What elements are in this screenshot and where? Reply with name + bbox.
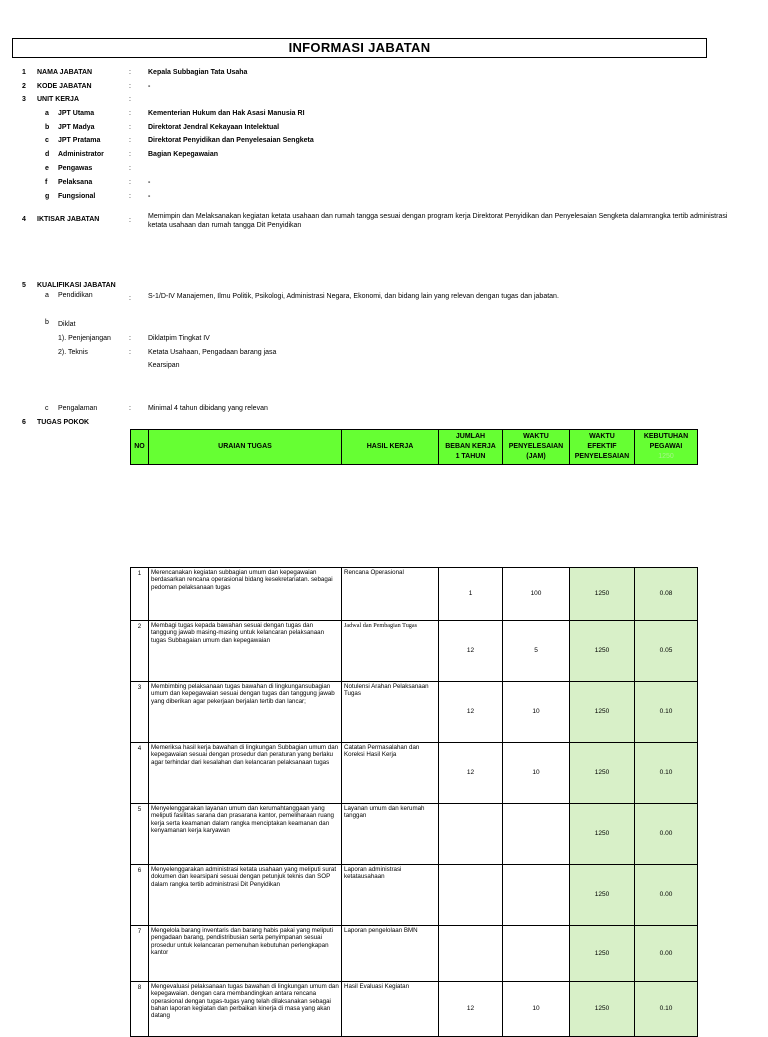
- field-number: 6: [22, 419, 26, 426]
- field-label-unit-kerja: UNIT KERJA: [37, 96, 80, 103]
- tasks-header-table: [130, 429, 698, 465]
- task-no: 5: [131, 804, 149, 865]
- colon: :: [129, 217, 131, 224]
- colon: :: [129, 96, 131, 103]
- unit-letter: a: [45, 110, 49, 117]
- header-no: NO: [131, 430, 149, 465]
- table-row: [131, 804, 698, 865]
- colon: :: [129, 165, 131, 172]
- task-efektif: 1250: [570, 621, 635, 682]
- task-no: 8: [131, 982, 149, 1037]
- field-number: 5: [22, 282, 26, 289]
- task-hasil: Jadwal dan Pembagian Tugas: [342, 621, 439, 682]
- unit-value: Direktorat Jendral Kekayaan Intelektual: [148, 124, 280, 131]
- task-kebutuhan: 0.10: [635, 982, 698, 1037]
- field-label-kualifikasi: KUALIFIKASI JABATAN: [37, 282, 116, 289]
- field-value-kode-jabatan: -: [148, 83, 151, 90]
- unit-label: Pengawas: [58, 165, 93, 172]
- qual-value-pengalaman: Minimal 4 tahun dibidang yang relevan: [148, 405, 268, 412]
- header-kebutuhan-2: PEGAWAI: [649, 443, 683, 450]
- task-efektif: 1250: [570, 865, 635, 926]
- colon: :: [129, 151, 131, 158]
- qual-label-diklat: Diklat: [58, 321, 76, 328]
- qual-label-teknis: 2). Teknis: [58, 349, 88, 356]
- task-jumlah: 12: [439, 682, 503, 743]
- task-hasil: Laporan administrasi ketatausahaan: [342, 865, 439, 926]
- colon: :: [129, 124, 131, 131]
- task-waktu: 100: [503, 568, 570, 621]
- task-no: 1: [131, 568, 149, 621]
- task-kebutuhan: 0.00: [635, 926, 698, 982]
- colon: :: [129, 405, 131, 412]
- field-label-nama-jabatan: NAMA JABATAN: [37, 69, 93, 76]
- unit-value: -: [148, 193, 151, 200]
- unit-value: Direktorat Penyidikan dan Penyelesaian Sengketa: [148, 137, 314, 144]
- qual-label-pendidikan: Pendidikan: [58, 292, 93, 299]
- table-row: [131, 621, 698, 682]
- task-uraian: Mengevaluasi pelaksanaan tugas bawahan di lingkungan umum dan kepegawaian. dengan cara membandingkan antara rencana operasional dengan tugas-tugas yang telah dilaksanakan sebagai bahan laporan kegiatan dan perbaikan kinerja di masa yang akan datang: [149, 982, 342, 1037]
- unit-value: Kementerian Hukum dan Hak Asasi Manusia RI: [148, 110, 305, 117]
- table-row: [131, 926, 698, 982]
- task-waktu: 10: [503, 982, 570, 1037]
- header-jumlah: [439, 430, 503, 465]
- task-jumlah: [439, 865, 503, 926]
- task-kebutuhan: 0.10: [635, 682, 698, 743]
- colon: :: [129, 110, 131, 117]
- header-jumlah-1: JUMLAH: [455, 433, 486, 440]
- task-kebutuhan: 0.08: [635, 568, 698, 621]
- field-number: 4: [22, 216, 26, 223]
- header-waktu: [503, 430, 570, 465]
- task-kebutuhan: 0.00: [635, 804, 698, 865]
- header-hasil: HASIL KERJA: [342, 430, 439, 465]
- ikhtisar-text-line1: Memimpin dan Melaksanakan kegiatan ketata usahaan dan rumah tangga sesuai dengan program kerja Direktorat Penyidikan dan Penyelesaian Sengketa dalamrangka tertib administrasi: [148, 213, 728, 220]
- table-row: [131, 743, 698, 804]
- task-efektif: 1250: [570, 982, 635, 1037]
- header-kebutuhan: [635, 430, 698, 465]
- unit-label: Pelaksana: [58, 179, 93, 186]
- header-efektif-3: PENYELESAIAN: [574, 453, 630, 460]
- header-waktu-3: (JAM): [526, 453, 546, 460]
- qual-value-pendidikan: S-1/D-IV Manajemen, Ilmu Politik, Psikologi, Administrasi Negara, Ekonomi, dan bidang lain yang relevan dengan tugas dan jabatan.: [148, 293, 559, 300]
- colon: :: [129, 295, 131, 302]
- colon: :: [129, 193, 131, 200]
- task-efektif: 1250: [570, 682, 635, 743]
- task-jumlah: [439, 926, 503, 982]
- task-waktu: [503, 865, 570, 926]
- unit-letter: f: [45, 179, 48, 186]
- task-uraian: Memeriksa hasil kerja bawahan di lingkungan Subbagian umum dan kepegawaian sesuai dengan prosedur dan peraturan yang berlaku agar terhindar dari kesalahan dan kelancaran pelaksanaan tugas: [149, 743, 342, 804]
- task-hasil: Notulensi Arahan Pelaksanaan Tugas: [342, 682, 439, 743]
- task-kebutuhan: 0.05: [635, 621, 698, 682]
- task-kebutuhan: 0.10: [635, 743, 698, 804]
- table-row: [131, 682, 698, 743]
- task-jumlah: 12: [439, 982, 503, 1037]
- colon: :: [129, 69, 131, 76]
- task-waktu: 5: [503, 621, 570, 682]
- task-no: 7: [131, 926, 149, 982]
- qual-value-teknis-1: Ketata Usahaan, Pengadaan barang jasa: [148, 349, 277, 356]
- field-value-nama-jabatan: Kepala Subbagian Tata Usaha: [148, 69, 248, 76]
- unit-letter: b: [45, 124, 50, 131]
- header-waktu-1: WAKTU: [523, 433, 549, 440]
- task-waktu: [503, 926, 570, 982]
- unit-label: JPT Madya: [58, 124, 95, 131]
- task-waktu: 10: [503, 682, 570, 743]
- task-jumlah: 1: [439, 568, 503, 621]
- tasks-table: [130, 567, 698, 1037]
- qual-letter: a: [45, 292, 49, 299]
- task-uraian: Merencanakan kegiatan subbagian umum dan kepegawaian berdasarkan rencana operasional bidang kesekretariatan. sebagai pedoman pelaksanaan tugas: [149, 568, 342, 621]
- unit-value: Bagian Kepegawaian: [148, 151, 219, 158]
- header-waktu-2: PENYELESAIAN: [508, 443, 564, 450]
- colon: :: [129, 349, 131, 356]
- field-number: 3: [22, 96, 26, 103]
- task-efektif: 1250: [570, 743, 635, 804]
- unit-letter: d: [45, 151, 50, 158]
- qual-letter: b: [45, 319, 49, 326]
- task-jumlah: [439, 804, 503, 865]
- task-uraian: Membimbing pelaksanaan tugas bawahan di lingkungansubagian umum dan kepegawaian sesuai dengan tugas dan tanggung jawab yang diberikan agar pekerjaan berjalan tertib dan lancar;: [149, 682, 342, 743]
- field-label-tugas-pokok: TUGAS POKOK: [37, 419, 90, 426]
- task-waktu: 10: [503, 743, 570, 804]
- task-efektif: 1250: [570, 804, 635, 865]
- qual-letter: c: [45, 405, 49, 412]
- task-uraian: Mengelola barang inventaris dan barang habis pakai yang meliputi pengadaan barang, pendistribusian serta penyimpanan sesuai prosedur untuk kelancaran pemenuhan kebutuhan perlengkapan kantor: [149, 926, 342, 982]
- task-hasil: Rencana Operasional: [342, 568, 439, 621]
- ikhtisar-text-line2: ketata usahaan dan rumah tangga Dit Penyidikan: [148, 222, 302, 229]
- task-uraian: Membagi tugas kepada bawahan sesuai dengan tugas dan tanggung jawab masing-masing untuk kelancaran pelaksanaan tugas Subbagaian umum dan kepegawaian: [149, 621, 342, 682]
- unit-label: Fungsional: [58, 193, 96, 200]
- field-label-ikhtisar: IKTISAR JABATAN: [37, 216, 100, 223]
- task-hasil: Hasil Evaluasi Kegiatan: [342, 982, 439, 1037]
- task-no: 6: [131, 865, 149, 926]
- task-hasil: Catatan Permasalahan dan Koreksi Hasil Kerja: [342, 743, 439, 804]
- task-waktu: [503, 804, 570, 865]
- task-no: 2: [131, 621, 149, 682]
- task-no: 3: [131, 682, 149, 743]
- unit-label: JPT Pratama: [58, 137, 101, 144]
- qual-value-teknis-2: Kearsipan: [148, 362, 180, 369]
- unit-letter: c: [45, 137, 49, 144]
- task-efektif: 1250: [570, 926, 635, 982]
- header-jumlah-3: 1 TAHUN: [455, 453, 486, 460]
- task-hasil: Laporan pengelolaan BMN: [342, 926, 439, 982]
- qual-value-penjenjangan: Diklatpim Tingkat IV: [148, 335, 210, 342]
- task-no: 4: [131, 743, 149, 804]
- header-kebutuhan-1: KEBUTUHAN: [643, 433, 689, 440]
- unit-label: Administrator: [58, 151, 104, 158]
- unit-letter: g: [45, 193, 50, 200]
- header-kebutuhan-3: 1250: [658, 453, 674, 460]
- colon: :: [129, 335, 131, 342]
- page-title: INFORMASI JABATAN: [12, 38, 707, 58]
- task-jumlah: 12: [439, 743, 503, 804]
- table-row: [131, 865, 698, 926]
- unit-letter: e: [45, 165, 49, 172]
- task-uraian: Menyelenggarakan layanan umum dan kerumahtanggaan yang meliputi fasilitas sarana dan prasarana kantor, pemeliharaan ruang kerja serta keamanan dalam rangka menciptakan keamanan dan kenyamanan kerja karyawan: [149, 804, 342, 865]
- header-efektif-1: WAKTU: [589, 433, 615, 440]
- unit-value: -: [148, 179, 151, 186]
- unit-label: JPT Utama: [58, 110, 95, 117]
- header-efektif: [570, 430, 635, 465]
- task-jumlah: 12: [439, 621, 503, 682]
- colon: :: [129, 137, 131, 144]
- header-efektif-2: EFEKTIF: [587, 443, 617, 450]
- qual-label-penjenjangan: 1). Penjenjangan: [58, 335, 111, 342]
- field-number: 1: [22, 69, 26, 76]
- task-uraian: Menyelenggarakan administrasi ketata usahaan yang meliputi surat dokumen dan kearsipani sesuai dengan petunjuk teknis dan SOP dalam rangka tertib administrasi Dit Penyidikan: [149, 865, 342, 926]
- table-row: [131, 568, 698, 621]
- header-uraian: URAIAN TUGAS: [149, 430, 342, 465]
- field-label-kode-jabatan: KODE JABATAN: [37, 83, 92, 90]
- task-efektif: 1250: [570, 568, 635, 621]
- task-hasil: Layanan umum dan kerumah tanggan: [342, 804, 439, 865]
- task-kebutuhan: 0.00: [635, 865, 698, 926]
- qual-label-pengalaman: Pengalaman: [58, 405, 98, 412]
- table-row: [131, 982, 698, 1037]
- colon: :: [129, 83, 131, 90]
- field-number: 2: [22, 83, 26, 90]
- header-jumlah-2: BEBAN KERJA: [445, 443, 496, 450]
- colon: :: [129, 179, 131, 186]
